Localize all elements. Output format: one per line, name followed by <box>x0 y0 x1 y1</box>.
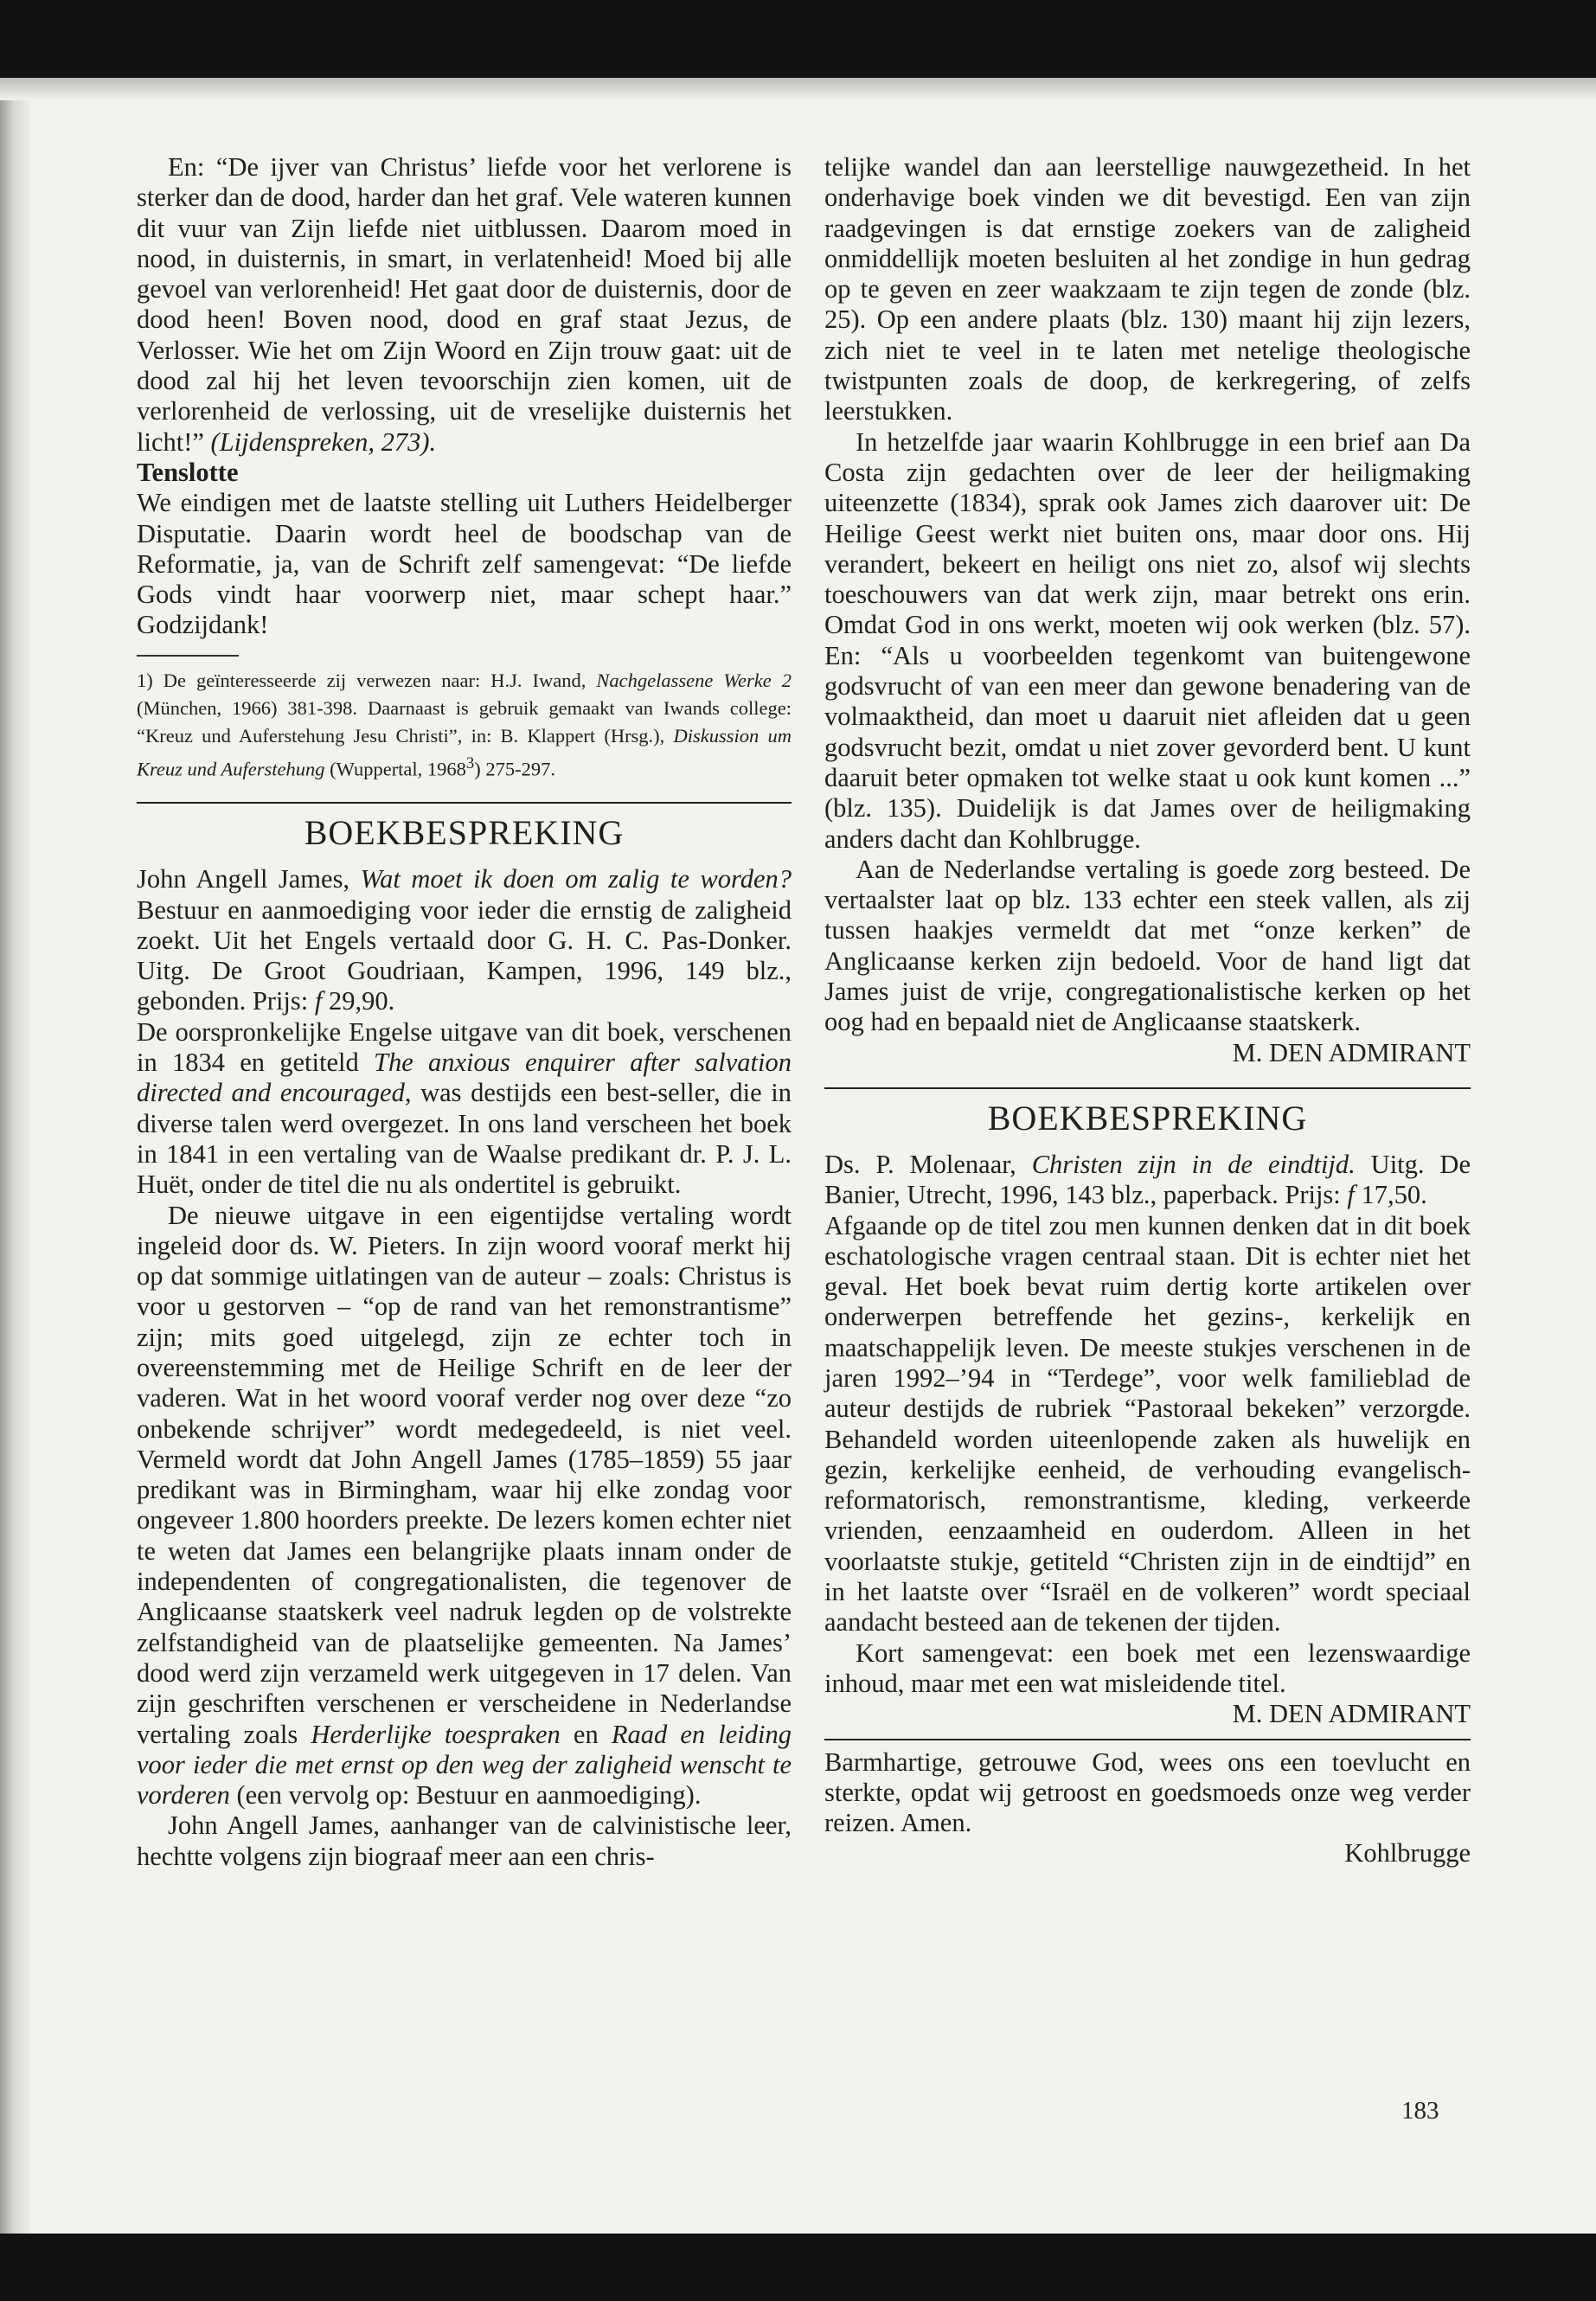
prayer-text: Barmhartige, getrouwe God, wees ons een toevlucht en sterkte, opdat wij getroost en goedsmoeds onze weg verder reizen. Amen. <box>824 1747 1471 1838</box>
review-paragraph: telijke wandel dan aan leerstellige nauwgezetheid. In het onderhavige boek vinden we dit bevestigd. Een van zijn raadgevingen is dat ernstige zoekers van de zaligheid onmiddellijk moeten besluiten al het zondige in hun gedrag op te geven en zeer waakzaam te zijn tegen de zonde (blz. 25). Op een andere plaats (blz. 130) maant hij zijn lezers, zich niet te veel in te laten met netelige theologische twistpunten zoals de doop, de kerkregering, of zelfs leerstukken. <box>824 152 1471 426</box>
section-divider <box>824 1087 1471 1089</box>
book-citation: John Angell James, Wat moet ik doen om zalig te worden? Bestuur en aanmoediging voor ieder die ernstig de zaligheid zoekt. Uit het Engels vertaald door G. H. C. Pas-Donker. Uitg. De Groot Goudriaan, Kampen, 1996, 149 blz., gebonden. Prijs: f 29,90. <box>137 864 792 1016</box>
author-signature: M. DEN ADMIRANT <box>1232 1037 1471 1067</box>
page-top-shadow <box>0 78 1596 100</box>
review-title: BOEKBESPREKING <box>304 813 625 853</box>
document-page <box>0 78 1596 2234</box>
page-number: 183 <box>1401 2097 1439 2125</box>
prayer-signature: Kohlbrugge <box>1344 1838 1471 1868</box>
review-paragraph: Kort samengevat: een boek met een lezenswaardige inhoud, maar met een wat misleidende titel. <box>824 1638 1471 1698</box>
review-paragraph: De nieuwe uitgave in een eigentijdse vertaling wordt ingeleid door ds. W. Pieters. In zijn woord vooraf merkt hij op dat sommige uitlatingen van de auteur – zoals: Christus is voor u gestorven – “op de rand van het remonstrantisme” zijn; mits goed uitgelegd, zijn ze echter toch in overeenstemming met de Heilige Schrift en de leer der vaderen. Wat in het woord vooraf verder nog over deze “zo onbekende schrijver” wordt medegedeeld, is niet veel. Vermeld wordt dat John Angell James (1785–1859) 55 jaar predikant was in Birmingham, waar hij elke zondag voor ongeveer 1.800 hoorders preekte. De lezers komen echter niet te weten dat James een belangrijke plaats innam onder de independenten of congregationalisten, die tegenover de Anglicaanse staatskerk veel nadruk legden op de volstrekte zelfstandigheid van de plaatselijke gemeenten. Na James’ dood werd zijn verzameld werk uitgegeven in 17 delen. Van zijn geschriften verschenen er verscheidene in Nederlandse vertaling zoals Herderlijke toespraken en Raad en leiding voor ieder die met ernst op den weg der zaligheid wenscht te vorderen (een vervolg op: Bestuur en aanmoediging). <box>137 1200 792 1811</box>
left-column <box>137 152 792 1872</box>
review-title: BOEKBESPREKING <box>987 1098 1308 1138</box>
section-heading: Tenslotte <box>137 457 239 487</box>
review-paragraph: In hetzelfde jaar waarin Kohlbrugge in een brief aan Da Costa zijn gedachten over de leer der heiligmaking uiteenzette (1834), sprak ook James zich daarover uit: De Heilige Geest werkt niet buiten ons, maar door ons. Hij verandert, bekeert en heiligt ons niet zo, alsof wij slechts toeschouwers van dat werk zijn, maar betrekt ons erin. Omdat God in ons werkt, moeten wij ook werken (blz. 57). En: “Als u voorbeelden tegenkomt van buitengewone godsvrucht of van een meer dan gewone benadering van de volmaaktheid, dan moet u daaruit niet afleiden dat u geen godsvrucht bezit, omdat u niet zover gevorderd bent. U kunt daaruit beter opmaken tot welke staat u ook kunt komen ...” (blz. 135). Duidelijk is dat James over de heiligmaking anders dacht dan Kohlbrugge. <box>824 426 1471 854</box>
review-paragraph: De oorspronkelijke Engelse uitgave van dit boek, verschenen in 1834 en getiteld The anxious enquirer after salvation directed and encouraged, was destijds een best-seller, die in diverse talen werd overgezet. In ons land verscheen het boek in 1841 in een vertaling van de Waalse predikant dr. P. J. L. Huët, onder de titel die nu als ondertitel is gebruikt. <box>137 1016 792 1200</box>
review-paragraph: Afgaande op de titel zou men kunnen denken dat in dit boek eschatologische vragen centraal staan. Dit is echter niet het geval. Het boek bevat ruim dertig korte artikelen over onderwerpen betreffende het gezins-, kerkelijk en maatschappelijk leven. De meeste stukjes verschenen in de jaren 1992–’94 in “Terdege”, voor welk familieblad de auteur destijds de rubriek “Pastoraal bekeken” verzorgde. Behandeld worden uiteenlopende zaken als huwelijk en gezin, kerkelijke eenheid, de verhouding evangelisch-reformatorisch, remonstrantisme, kleding, verkeerde vrienden, eenzaamheid en ouderdom. Alleen in het voorlaatste stukje, getiteld “Christen zijn in de eindtijd” en in het laatste over “Israël en de volkeren” wordt speciaal aandacht besteed aan de tekenen der tijden. <box>824 1210 1471 1638</box>
right-column <box>824 152 1471 1869</box>
footnote-divider <box>137 655 239 657</box>
quote-paragraph: En: “De ijver van Christus’ liefde voor het verlorene is sterker dan de dood, harder dan het graf. Vele wateren kunnen dit vuur van Zijn liefde niet uitblussen. Daarom moed in nood, in duisternis, in smart, in verlatenheid! Moed bij alle gevoel van verlorenheid! Het gaat door de duisternis, door de dood heen! Boven nood, dood en graf staat Jezus, de Verlosser. Wie het om Zijn Woord en Zijn trouw gaat: uit de dood zal hij het leven tevoorschijn zien komen, uit de verlorenheid de verlossing, uit de vreselijke duisternis het licht!” (Lijdenspreken, 273). <box>137 152 792 457</box>
section-divider <box>824 1739 1471 1740</box>
book-citation: Ds. P. Molenaar, Christen zijn in de eindtijd. Uitg. De Banier, Utrecht, 1996, 143 blz., paperback. Prijs: f 17,50. <box>824 1149 1471 1210</box>
closing-paragraph: We eindigen met de laatste stelling uit Luthers Heidelberger Disputatie. Daarin wordt heel de boodschap van de Reformatie, ja, van de Schrift zelf samengevat: “De liefde Gods vindt haar voorwerp niet, maar schept haar.” Godzijdank! <box>137 488 792 640</box>
footnote: 1) De geïnteresseerde zij verwezen naar: H.J. Iwand, Nachgelassene Werke 2 (München, 1966) 381-398. Daarnaast is gebruik gemaakt van Iwands college: “Kreuz und Auferstehung Jesu Christi”, in: B. Klappert (Hrsg.), Diskussion um Kreuz und Auferstehung (Wuppertal, 1968$^3$) 275-297. <box>137 669 792 780</box>
review-paragraph: John Angell James, aanhanger van de calvinistische leer, hechtte volgens zijn biograaf meer aan een chris- <box>137 1811 792 1871</box>
page-binding-shadow <box>0 78 31 2234</box>
section-divider <box>137 802 792 804</box>
review-paragraph: Aan de Nederlandse vertaling is goede zorg besteed. De vertaalster laat op blz. 133 echter een steek vallen, als zij tussen haakjes vermeldt dat met “onze kerken” de Anglicaanse kerken zijn bedoeld. Voor de hand ligt dat James juist de vrije, congregationalistische kerken op het oog had en bepaald niet de Anglicaanse staatskerk. <box>824 854 1471 1037</box>
author-signature: M. DEN ADMIRANT <box>1232 1699 1471 1729</box>
